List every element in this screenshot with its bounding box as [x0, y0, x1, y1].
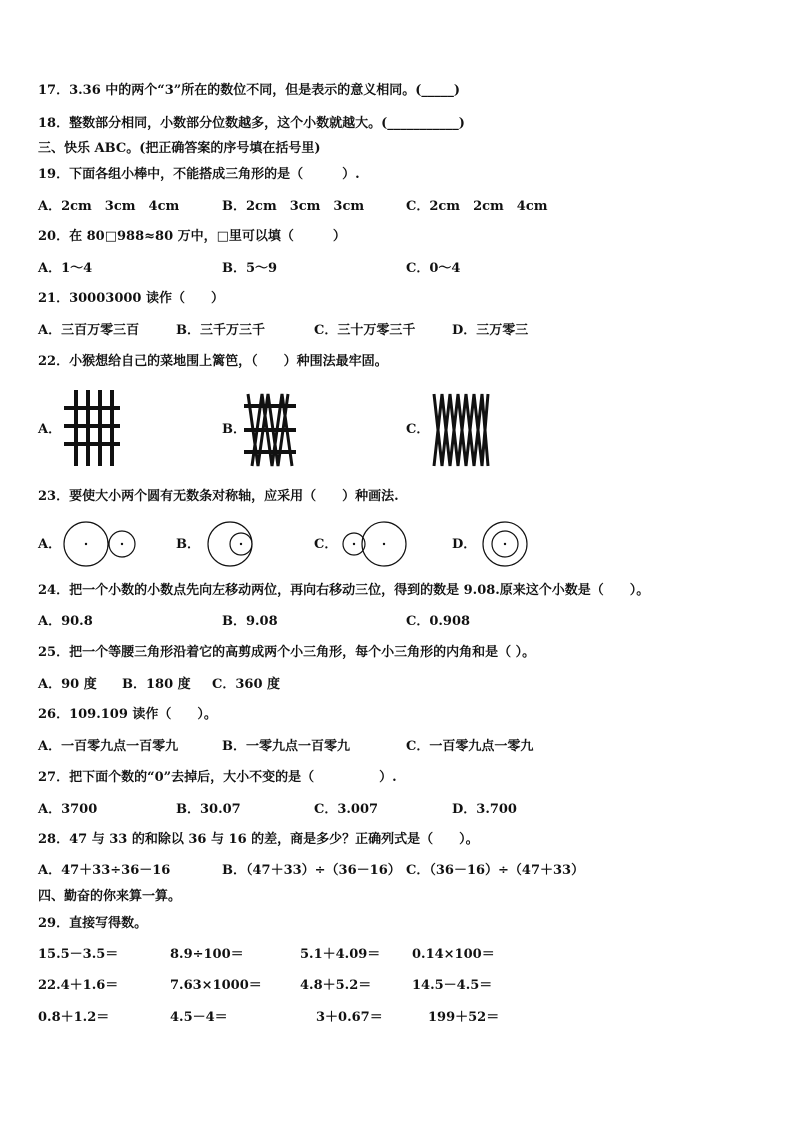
q26-option-a: A．一百零九点一百零九 [38, 739, 179, 754]
q26-option-c: C．一百零九点一零九 [406, 739, 534, 754]
q25-option-a: A．90 度 [38, 677, 97, 692]
q28-option-a: A．47＋33÷36－16 [38, 863, 171, 878]
q27-option-c: C．3.007 [314, 802, 379, 817]
q22-option-c-label: C． [406, 422, 430, 437]
question-17: 17．3.36 中的两个“3”所在的数位不同，但是表示的意义相同。(_____) [38, 83, 461, 98]
q21-option-d: D．三万零三 [452, 323, 529, 338]
calc-item: 0.8＋1.2＝ [38, 1010, 110, 1025]
circles-external-image [60, 520, 140, 568]
q20-option-c: C．0～4 [406, 261, 461, 276]
circles-internal-tangent-image [204, 520, 256, 568]
calc-item: 0.14×100＝ [412, 947, 495, 962]
question-25-stem: 25．把一个等腰三角形沿着它的高剪成两个小三角形，每个小三角形的内角和是（ ）。 [38, 645, 536, 660]
question-20-stem: 20．在 80□988≈80 万中，□里可以填（ ） [38, 229, 346, 244]
q26-option-b: B．一零九点一百零九 [222, 739, 350, 754]
q19-option-b: B．2cm 3cm 3cm [222, 199, 365, 214]
calc-item: 199＋52＝ [428, 1010, 500, 1025]
calc-item: 22.4＋1.6＝ [38, 978, 119, 993]
q23-option-c-label: C． [314, 537, 338, 552]
q27-option-a: A．3700 [38, 802, 98, 817]
question-28-stem: 28．47 与 33 的和除以 36 与 16 的差，商是多少？正确列式是（ ）。 [38, 832, 479, 847]
section-4-heading: 四、勤奋的你来算一算。 [38, 889, 182, 904]
q24-option-b: B．9.08 [222, 614, 278, 629]
calc-item: 4.5－4＝ [170, 1010, 228, 1025]
question-23-stem: 23．要使大小两个圆有无数条对称轴，应采用（ ）种画法. [38, 489, 399, 504]
section-3-heading: 三、快乐 ABC。(把正确答案的序号填在括号里) [38, 141, 321, 156]
fence-cross-image [244, 390, 296, 470]
q25-option-b: B．180 度 [122, 677, 191, 692]
q19-option-c: C．2cm 2cm 4cm [406, 199, 548, 214]
question-18: 18．整数部分相同，小数部分位数越多，这个小数就越大。(___________) [38, 116, 465, 131]
question-21-stem: 21．30003000 读作（ ） [38, 291, 224, 306]
circles-overlap-image [340, 520, 412, 568]
question-22-stem: 22．小猴想给自己的菜地围上篱笆，（ ）种围法最牢固。 [38, 354, 388, 369]
circles-concentric-image [480, 520, 530, 568]
calc-item: 8.9÷100＝ [170, 947, 244, 962]
q20-option-a: A．1～4 [38, 261, 93, 276]
q27-option-b: B．30.07 [176, 802, 241, 817]
q22-option-a-label: A． [38, 422, 62, 437]
q20-option-b: B．5～9 [222, 261, 278, 276]
q21-option-b: B．三千万三千 [176, 323, 265, 338]
q28-option-b: B．（47＋33）÷（36－16） [222, 863, 401, 878]
q28-option-c: C．（36－16）÷（47＋33） [406, 863, 585, 878]
calc-item: 3＋0.67＝ [316, 1010, 383, 1025]
question-27-stem: 27．把下面个数的“0”去掉后，大小不变的是（ ）. [38, 770, 397, 785]
q23-option-d-label: D． [452, 537, 477, 552]
q23-option-b-label: B． [176, 537, 200, 552]
question-29-stem: 29．直接写得数。 [38, 916, 148, 931]
calc-item: 5.1＋4.09＝ [300, 947, 381, 962]
q25-option-c: C．360 度 [212, 677, 281, 692]
calc-item: 4.8＋5.2＝ [300, 978, 372, 993]
calc-item: 7.63×1000＝ [170, 978, 262, 993]
q24-option-c: C．0.908 [406, 614, 471, 629]
fence-zigzag-image [430, 390, 490, 470]
q21-option-a: A．三百万零三百 [38, 323, 140, 338]
q21-option-c: C．三十万零三千 [314, 323, 416, 338]
fence-grid-image [62, 388, 122, 468]
question-24-stem: 24．把一个小数的小数点先向左移动两位，再向右移动三位，得到的数是 9.08.原来这个小数是（ ）。 [38, 583, 650, 598]
question-26-stem: 26．109.109 读作（ ）。 [38, 707, 217, 722]
q23-option-a-label: A． [38, 537, 62, 552]
calc-item: 14.5－4.5＝ [412, 978, 493, 993]
q27-option-d: D．3.700 [452, 802, 517, 817]
q22-option-b-label: B． [222, 422, 246, 437]
calc-item: 15.5－3.5＝ [38, 947, 119, 962]
question-19-stem: 19．下面各组小棒中，不能搭成三角形的是（ ）. [38, 167, 360, 182]
q24-option-a: A．90.8 [38, 614, 93, 629]
q19-option-a: A．2cm 3cm 4cm [38, 199, 180, 214]
